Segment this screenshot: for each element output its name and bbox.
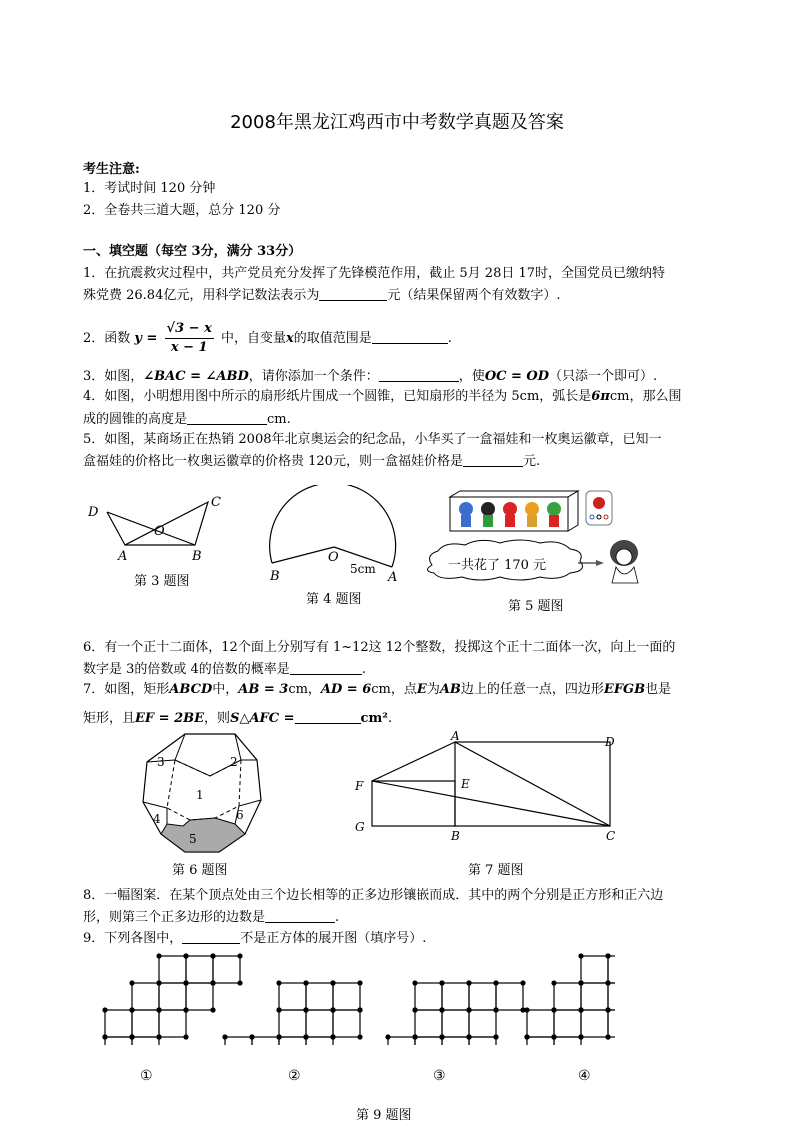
q7-math: AB	[439, 682, 461, 697]
q1-text: 殊党费 26.84亿元，用科学记数法表示为	[83, 288, 320, 303]
fig7-label: D	[605, 735, 615, 749]
q8-line1: 8．一幅图案．在某个顶点处由三个边长相等的正多边形镶嵌而成．其中的两个分别是正方形和正六边	[83, 888, 664, 903]
net-vertex	[157, 1035, 161, 1039]
q4-text: cm，那么围	[609, 389, 682, 404]
net-vertex	[331, 1008, 335, 1012]
net-vertex	[440, 1008, 444, 1012]
net-square	[442, 983, 469, 1010]
fig6-label: 4	[153, 812, 161, 826]
option-label: ③	[433, 1068, 446, 1084]
net-square	[132, 983, 159, 1010]
net-vertex	[184, 954, 188, 958]
fig9-caption: 第 9 题图	[356, 1108, 412, 1123]
q6-text: .	[361, 662, 366, 677]
net-vertex	[552, 981, 556, 985]
net-square	[213, 956, 240, 983]
fig6-label: 2	[230, 755, 238, 769]
olympic-badge-icon	[586, 491, 612, 525]
net-square	[279, 983, 306, 1010]
net-square	[105, 1010, 132, 1037]
net-vertex	[552, 1035, 556, 1039]
net-vertex	[552, 1008, 556, 1012]
q7-text: cm，点	[371, 682, 417, 697]
fig6-label: 6	[236, 808, 244, 822]
net-vertex	[494, 1035, 498, 1039]
net-square	[159, 956, 186, 983]
net-square	[132, 1010, 159, 1037]
fig4-caption: 第 4 题图	[306, 592, 362, 607]
page-title: 2008年黑龙江鸡西市中考数学真题及答案	[230, 112, 564, 133]
answer-blank	[379, 368, 459, 382]
speech-bubble	[427, 540, 604, 580]
net-vertex	[304, 1035, 308, 1039]
q7-text: 矩形，且	[83, 711, 136, 726]
net-square	[608, 956, 615, 983]
net-vertex	[494, 981, 498, 985]
q4-text: 4．如图，小明想用图中所示的扇形纸片围成一个圆锥，已知扇形的半径为 5cm，弧长是	[83, 389, 592, 404]
q3-text: ，使	[458, 369, 485, 384]
net-vertex	[413, 1008, 417, 1012]
q4-text: cm.	[267, 412, 291, 427]
net-vertex	[579, 954, 583, 958]
answer-blank	[463, 453, 523, 467]
figure-9	[95, 950, 615, 1045]
net-square	[527, 1037, 554, 1045]
q5-text: 元.	[522, 454, 541, 469]
fig4-label: 5cm	[350, 562, 376, 576]
net-square	[388, 1037, 415, 1045]
net-vertex	[358, 981, 362, 985]
fig4-label: B	[270, 569, 280, 584]
q7-line1	[83, 682, 671, 698]
bubble-text: 一共花了 170 元	[448, 558, 547, 573]
net-square	[608, 983, 615, 1010]
net-vertex	[331, 981, 335, 985]
net-vertex	[277, 1035, 281, 1039]
net-vertex	[304, 981, 308, 985]
fig7-label: A	[451, 730, 460, 743]
net-vertex	[211, 954, 215, 958]
net-square	[333, 1010, 360, 1037]
net-vertex	[277, 981, 281, 985]
q7-unit: cm²	[360, 711, 388, 726]
net-square	[415, 983, 442, 1010]
net-vertex	[521, 981, 525, 985]
q6-line1: 6．有一个正十二面体，12个面上分别写有 1~12这 12个整数，投掷这个正十二面体一次，向上一面的	[83, 640, 676, 655]
q4-line1	[83, 389, 681, 405]
option-label: ④	[578, 1068, 591, 1084]
net-square	[159, 983, 186, 1010]
net-vertex	[358, 1035, 362, 1039]
fig7-label: F	[355, 779, 364, 793]
q8-text: 形，则第三个正多边形的边数是	[83, 910, 266, 925]
net-square	[581, 1010, 608, 1037]
q3	[83, 368, 657, 385]
q1-line1: 1．在抗震救灾过程中，共产党员充分发挥了先锋模范作用，截止 5月 28日 17时，全国党员已缴纳特	[83, 266, 666, 281]
net-square	[105, 1037, 132, 1045]
q9	[83, 930, 426, 947]
answer-blank	[187, 411, 267, 425]
q7-math: S△AFC =	[230, 711, 295, 726]
fig6-label: 3	[157, 755, 165, 769]
q7-text: 也是	[645, 682, 672, 697]
net-square	[279, 1037, 306, 1045]
figure-7	[350, 730, 625, 845]
q7-math: AB = 3	[238, 682, 289, 697]
net-vertex	[579, 981, 583, 985]
net-square	[469, 1010, 496, 1037]
fig4-label: O	[328, 550, 339, 565]
net-vertex	[103, 1008, 107, 1012]
net-vertex	[413, 981, 417, 985]
answer-blank	[372, 330, 448, 344]
net-square	[225, 1037, 252, 1045]
net-square	[306, 1037, 333, 1045]
q3-equation: OC = OD	[484, 369, 550, 384]
net-vertex	[250, 1035, 254, 1039]
answer-blank	[265, 909, 335, 923]
q7-text: 7．如图，矩形	[83, 682, 170, 697]
q2-x: x	[286, 331, 294, 346]
net-vertex	[606, 981, 610, 985]
net-square	[554, 1037, 581, 1045]
girl-icon	[610, 540, 638, 583]
q2-text: 中，自变量	[220, 331, 286, 346]
q7-math: ABCD	[169, 682, 213, 697]
net-vertex	[494, 1008, 498, 1012]
q7-text: cm，	[288, 682, 321, 697]
net-vertex	[579, 1035, 583, 1039]
q8-line2	[83, 909, 339, 926]
q7-text: .	[387, 711, 393, 726]
net-square	[496, 983, 523, 1010]
net-vertex	[606, 954, 610, 958]
q2-denominator: x − 1	[170, 340, 208, 355]
net-square	[581, 983, 608, 1010]
q7-text: 为	[426, 682, 440, 697]
q2-text: .	[447, 331, 452, 346]
net-vertex	[211, 1008, 215, 1012]
notice-item: 2．全卷共三道大题，总分 120 分	[83, 203, 281, 218]
q1-line2	[83, 287, 561, 304]
fig4-label: A	[388, 570, 398, 585]
net-vertex	[606, 1008, 610, 1012]
q8-text: .	[335, 910, 340, 925]
net-square	[306, 983, 333, 1010]
fig6-caption: 第 6 题图	[172, 863, 228, 878]
q2-numerator: √3 − x	[165, 320, 214, 339]
notice-item: 1．考试时间 120 分钟	[83, 181, 216, 196]
net-vertex	[277, 1008, 281, 1012]
figure-3	[80, 490, 230, 570]
net-square	[554, 1010, 581, 1037]
net-square	[132, 1037, 159, 1045]
net-vertex	[525, 1035, 529, 1039]
q3-text: ，请你添加一个条件：	[248, 369, 379, 384]
option-label: ②	[288, 1068, 301, 1084]
q2	[83, 320, 452, 357]
option-label: ①	[140, 1068, 153, 1084]
q7-text: ，则	[204, 711, 231, 726]
net-vertex	[304, 1008, 308, 1012]
answer-blank	[295, 710, 361, 724]
q7-math: EF = 2BE	[135, 711, 205, 726]
q4-text: 成的圆锥的高度是	[83, 412, 188, 427]
net-vertex	[386, 1035, 390, 1039]
net-vertex	[413, 1035, 417, 1039]
q4-pi: 6π	[591, 389, 610, 404]
net-vertex	[467, 1008, 471, 1012]
fig5-caption: 第 5 题图	[508, 599, 564, 614]
net-vertex	[130, 1008, 134, 1012]
fig3-label: O	[154, 524, 165, 539]
section-heading: 一、填空题（每空 3分，满分 33分）	[83, 244, 302, 259]
net-vertex	[157, 1008, 161, 1012]
q2-text: 2．函数	[83, 331, 131, 346]
net-vertex	[130, 1035, 134, 1039]
q5-text: 盒福娃的价格比一枚奥运徽章的价格贵 120元，则一盒福娃价格是	[83, 454, 463, 469]
fig3-label: C	[211, 495, 221, 510]
net-square	[581, 956, 608, 983]
net-square	[279, 1010, 306, 1037]
q5-line1: 5．如图，某商场正在热销 2008年北京奥运会的纪念品，小华买了一盒福娃和一枚奥运徽章，已知一	[83, 432, 662, 447]
net-square	[333, 983, 360, 1010]
answer-blank	[182, 930, 240, 944]
figure-5	[420, 485, 650, 595]
net-square	[306, 1010, 333, 1037]
q7-text: 边上的任意一点，四边形	[460, 682, 604, 697]
net-vertex	[157, 981, 161, 985]
net-square	[186, 983, 213, 1010]
q3-text: 3．如图，	[83, 369, 144, 384]
net-vertex	[331, 1035, 335, 1039]
q5-line2	[83, 453, 540, 470]
net-vertex	[606, 1035, 610, 1039]
net-vertex	[238, 981, 242, 985]
net-vertex	[579, 1008, 583, 1012]
net-vertex	[238, 954, 242, 958]
fig3-label: B	[192, 549, 202, 564]
q7-text: 中，	[212, 682, 239, 697]
fig7-caption: 第 7 题图	[468, 863, 524, 878]
net-vertex	[358, 1008, 362, 1012]
net-square	[469, 983, 496, 1010]
net-vertex	[130, 981, 134, 985]
q6-line2	[83, 661, 366, 678]
net-vertex	[440, 981, 444, 985]
q2-text: 的取值范围是	[293, 331, 372, 346]
net-vertex	[467, 1035, 471, 1039]
net-vertex	[157, 954, 161, 958]
net-square	[442, 1010, 469, 1037]
net-vertex	[184, 1035, 188, 1039]
q1-text: 元（结果保留两个有效数字）.	[387, 288, 561, 303]
q2-y: y =	[134, 331, 158, 346]
q9-text: 不是正方体的展开图（填序号）.	[240, 931, 427, 946]
q6-text: 数字是 3的倍数或 4的倍数的概率是	[83, 662, 290, 677]
figure-6	[135, 730, 270, 860]
fig6-label: 5	[189, 832, 197, 846]
q7-line2	[83, 710, 392, 727]
q7-math: E	[416, 682, 427, 697]
q9-text: 9．下列各图中，	[83, 931, 183, 946]
net-square	[186, 956, 213, 983]
q7-math: EFGB	[603, 682, 646, 697]
net-square	[554, 983, 581, 1010]
fig3-caption: 第 3 题图	[134, 574, 190, 589]
fig7-label: C	[606, 829, 616, 843]
net-vertex	[211, 981, 215, 985]
fig7-label: G	[355, 820, 365, 834]
net-square	[159, 1010, 186, 1037]
fig3-label: A	[118, 549, 128, 564]
fig3-label: D	[88, 505, 99, 520]
q3-condition: ∠BAC = ∠ABD	[143, 369, 249, 384]
net-square	[527, 1010, 554, 1037]
fig7-label: B	[451, 829, 460, 843]
q2-fraction	[165, 320, 214, 357]
net-vertex	[440, 1035, 444, 1039]
net-square	[415, 1010, 442, 1037]
q4-line2	[83, 411, 291, 428]
net-square	[469, 1037, 496, 1045]
figure-4	[262, 485, 412, 585]
fig6-label: 1	[196, 788, 204, 802]
notice-heading: 考生注意:	[83, 162, 140, 177]
net-square	[608, 1010, 615, 1037]
q7-math: AD = 6	[320, 682, 372, 697]
net-vertex	[525, 1008, 529, 1012]
net-vertex	[467, 981, 471, 985]
answer-blank	[290, 661, 362, 675]
net-square	[252, 1037, 279, 1045]
net-square	[415, 1037, 442, 1045]
net-vertex	[184, 981, 188, 985]
net-vertex	[103, 1035, 107, 1039]
net-vertex	[184, 1008, 188, 1012]
net-vertex	[223, 1035, 227, 1039]
answer-blank	[319, 287, 387, 301]
net-square	[442, 1037, 469, 1045]
fig7-label: E	[461, 777, 470, 791]
q3-text: （只添一个即可）.	[549, 369, 658, 384]
